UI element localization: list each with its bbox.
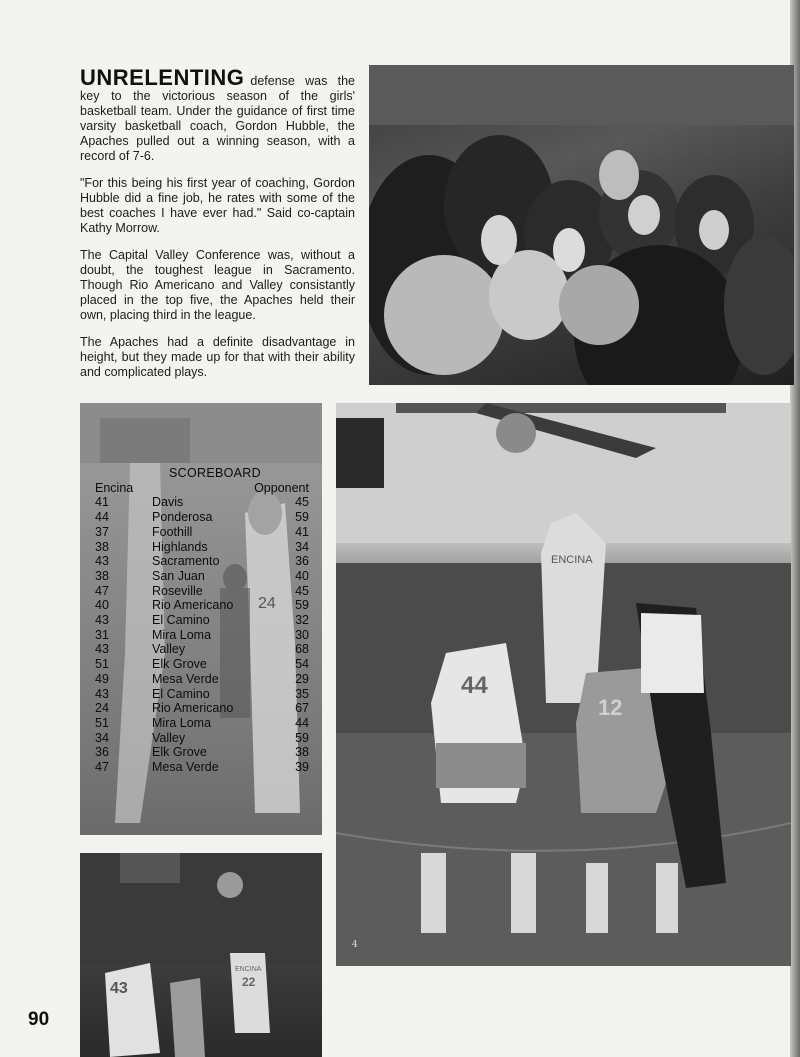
scoreboard-row: [95, 642, 309, 657]
article-text: [80, 65, 355, 392]
article-paragraph-4: The Apaches had a definite disadvantage in height, but they made up for that with their ability and complicated plays.: [80, 335, 355, 379]
scoreboard-row: [95, 584, 309, 599]
scoreboard-encina-score: 31: [95, 627, 109, 642]
scoreboard-opponent-score: 41: [295, 524, 309, 539]
scoreboard-opponent-name: Mesa Verde: [152, 760, 219, 775]
scoreboard-rows: [95, 495, 309, 774]
scoreboard-row: [95, 525, 309, 540]
scoreboard-opponent-score: 38: [295, 745, 309, 760]
scoreboard-row: [95, 613, 309, 628]
scoreboard-opponent-name: Foothill: [152, 524, 193, 539]
scoreboard-row: [95, 598, 309, 613]
scoreboard-opponent-score: 59: [295, 598, 309, 613]
scoreboard-opponent-score: 59: [295, 730, 309, 745]
photo-jump-ball: [336, 403, 791, 966]
scoreboard-row: [95, 569, 309, 584]
scoreboard-table: [95, 466, 309, 775]
scoreboard-opponent-name: San Juan: [152, 568, 205, 583]
action-jersey-back-name: ENCINA: [551, 554, 593, 566]
scoreboard-encina-score: 24: [95, 701, 109, 716]
scoreboard-opponent-score: 39: [295, 760, 309, 775]
scoreboard-encina-score: 51: [95, 657, 109, 672]
scoreboard-row: [95, 731, 309, 746]
scoreboard-encina-score: 38: [95, 539, 109, 554]
photo-team-bench: [369, 65, 794, 385]
photo-rebound-illustration: [80, 853, 322, 1057]
scoreboard-encina-score: 40: [95, 598, 109, 613]
scoreboard-opponent-name: Ponderosa: [152, 510, 213, 525]
lead-word: UNRELENTING: [80, 65, 245, 90]
photo-team-bench-illustration: [369, 65, 794, 385]
scoreboard-opponent-score: 54: [295, 657, 309, 672]
scoreboard-row: [95, 672, 309, 687]
scoreboard-row: [95, 701, 309, 716]
photo-jump-ball-illustration: [336, 403, 791, 966]
scoreboard-opponent-score: 35: [295, 686, 309, 701]
scoreboard-row: [95, 745, 309, 760]
scoreboard-opponent-name: Rio Americano: [152, 598, 234, 613]
scoreboard-row: [95, 510, 309, 525]
scoreboard-opponent-score: 44: [295, 715, 309, 730]
scoreboard-opponent-score: 29: [295, 671, 309, 686]
scoreboard-opponent-score: 45: [295, 583, 309, 598]
scoreboard-encina-score: 47: [95, 583, 109, 598]
scoreboard-encina-score: 43: [95, 613, 109, 628]
scoreboard-encina-score: 44: [95, 510, 109, 525]
scoreboard-encina-score: 49: [95, 671, 109, 686]
scoreboard-opponent-name: Elk Grove: [152, 745, 207, 760]
scoreboard-encina-score: 43: [95, 554, 109, 569]
scoreboard-opponent-name: Roseville: [152, 583, 203, 598]
scoreboard-opponent-score: 68: [295, 642, 309, 657]
scoreboard-opponent-name: Elk Grove: [152, 657, 207, 672]
scoreboard-row: [95, 657, 309, 672]
scoreboard-opponent-name: Mesa Verde: [152, 671, 219, 686]
scoreboard-opponent-score: 36: [295, 554, 309, 569]
scoreboard-encina-score: 51: [95, 715, 109, 730]
scoreboard-opponent-name: El Camino: [152, 686, 210, 701]
action-jersey-right: 12: [598, 695, 623, 720]
scoreboard-opponent-name: Mira Loma: [152, 715, 212, 730]
scoreboard-opponent-score: 32: [295, 613, 309, 628]
scoreboard-encina-score: 36: [95, 745, 109, 760]
scoreboard-opponent-name: Sacramento: [152, 554, 220, 569]
scoreboard-encina-score: 38: [95, 568, 109, 583]
scoreboard-header: [95, 481, 309, 496]
scoreboard-row: [95, 760, 309, 775]
scoreboard-opponent-score: 34: [295, 539, 309, 554]
scoreboard-encina-score: 37: [95, 524, 109, 539]
small-jersey-right-name: ENCINA: [235, 966, 262, 973]
photo-rebound: [80, 853, 322, 1057]
scoreboard-row: [95, 540, 309, 555]
scoreboard-opponent-name: Mira Loma: [152, 627, 212, 642]
scoreboard-encina-score: 34: [95, 730, 109, 745]
scoreboard-encina-score: 43: [95, 686, 109, 701]
scoreboard-header-encina: Encina: [95, 480, 134, 495]
scoreboard-opponent-name: Rio Americano: [152, 701, 234, 716]
article-paragraph-1: UNRELENTING defense was the key to the victorious season of the girls' basketball team. Under the guidance of first time varsity basketball coach, Gordon Hubble, the Apaches pulled out a winning season, with a record of 7-6.: [80, 65, 355, 163]
scoreboard-encina-score: 47: [95, 760, 109, 775]
scoreboard-row: [95, 495, 309, 510]
article-paragraph-3: The Capital Valley Conference was, without a doubt, the toughest league in Sacramento. Though Rio Americano and Valley consistantly placed in the top five, the Apaches held their own, placing third in the league.: [80, 248, 355, 322]
photo-credit-number: 4: [352, 940, 358, 950]
scoreboard-opponent-score: 67: [295, 701, 309, 716]
scoreboard-row: [95, 628, 309, 643]
scoreboard-encina-score: 43: [95, 642, 109, 657]
scoreboard-opponent-name: Valley: [152, 730, 186, 745]
scoreboard-opponent-score: 59: [295, 510, 309, 525]
scoreboard-row: [95, 554, 309, 569]
small-jersey-left: 43: [110, 980, 128, 997]
action-jersey-left: 44: [461, 672, 488, 699]
scoreboard-opponent-name: Davis: [152, 495, 184, 510]
scoreboard-opponent-score: 45: [295, 495, 309, 510]
scoreboard-opponent-name: Valley: [152, 642, 186, 657]
article-paragraph-2: "For this being his first year of coaching, Gordon Hubble did a fine job, he rates with some of the best coaches I have ever had." Said co-captain Kathy Morrow.: [80, 176, 355, 235]
scoreboard-row: [95, 687, 309, 702]
page-number: 90: [28, 1009, 50, 1030]
scoreboard-opponent-name: Highlands: [152, 539, 208, 554]
scoreboard-opponent-name: El Camino: [152, 613, 210, 628]
scoreboard-header-opponent: Opponent: [254, 480, 309, 495]
scoreboard-title: SCOREBOARD: [169, 466, 261, 480]
scoreboard-row: [95, 716, 309, 731]
scoreboard-opponent-score: 40: [295, 568, 309, 583]
scoreboard-opponent-score: 30: [295, 627, 309, 642]
small-jersey-right: 22: [242, 975, 256, 989]
scoreboard-jersey-number: 24: [258, 595, 276, 612]
scoreboard-encina-score: 41: [95, 495, 109, 510]
